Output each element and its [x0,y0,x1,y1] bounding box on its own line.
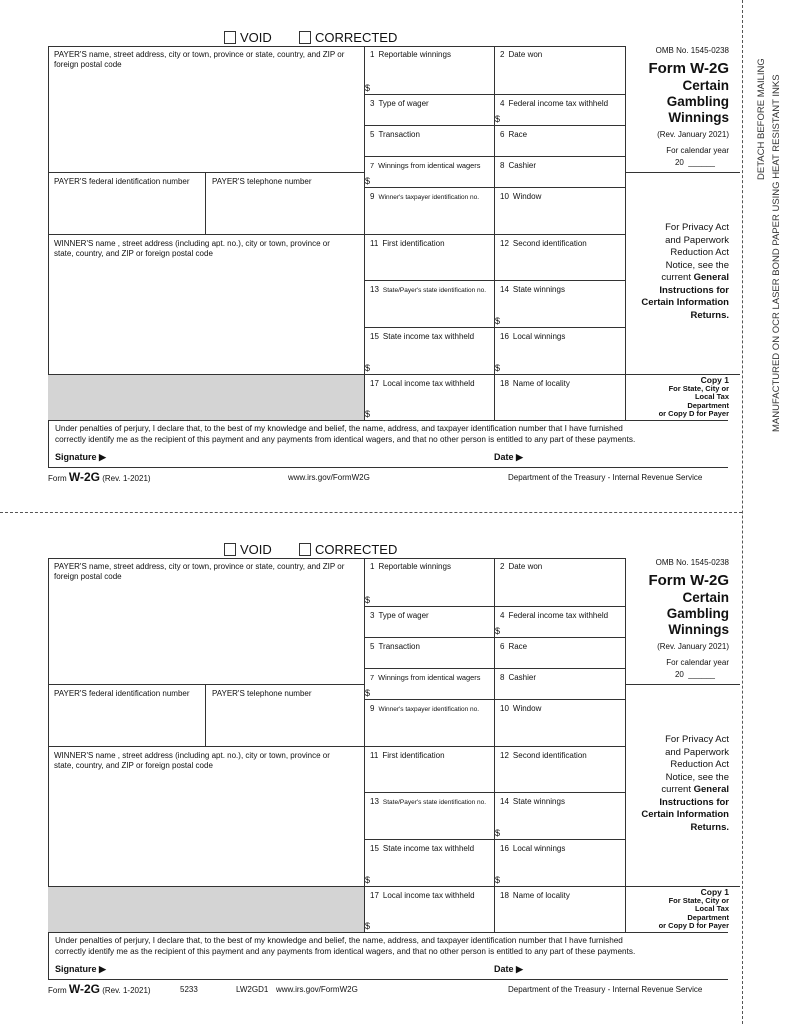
dollar-sign: $ [365,688,371,698]
signature-field[interactable]: Signature ▶ [55,452,106,462]
box-2-date-won[interactable]: 2 Date won [500,50,543,59]
dollar-sign: $ [495,316,501,326]
detach-notice: DETACH BEFORE MAILING [756,58,767,180]
copy-designation: Copy 1 For State, City or Local Tax Department or Copy D for Payer [658,375,729,418]
dollar-sign: $ [365,83,371,93]
payer-fein-field[interactable]: PAYER'S federal identification number [48,684,206,746]
form-subtitle: Certain Gambling Winnings [666,590,729,637]
revision-date: (Rev. January 2021) [657,130,729,139]
box-16-local-winnings[interactable]: 16 Local winnings $ [494,839,625,886]
winner-name-field[interactable]: WINNER'S name , street address (including apt. no.), city or town, province or state, country, and ZIP or foreign postal code [48,234,364,374]
payer-phone-field[interactable]: PAYER'S telephone number [206,172,364,234]
box-8-cashier[interactable]: 8 Cashier [494,668,625,699]
footer-form-name: Form W-2G (Rev. 1-2021) [48,982,151,996]
footer-url: www.irs.gov/FormW2G [288,473,370,482]
perjury-statement: Under penalties of perjury, I declare that, to the best of my knowledge and belief, the name, address, and taxpayer identification number that I have furnished correctly identify me as the recipient of this payment and any payments from identical wagers, and that no other person is entitled to any part of these payments. [55,936,636,956]
manufactured-notice: MANUFACTURED ON OCR LASER BOND PAPER USING HEAT RESISTANT INKS [771,74,782,432]
box-6-race[interactable]: 6 Race [494,125,625,156]
footer-department: Department of the Treasury - Internal Revenue Service [508,985,703,994]
box-4-federal-tax-withheld[interactable]: 4 Federal income tax withheld $ [494,606,625,637]
signature-field[interactable]: Signature ▶ [55,964,106,974]
footer-department: Department of the Treasury - Internal Revenue Service [508,473,703,482]
void-checkbox-group[interactable] [224,30,272,45]
form-title: Form W-2G [648,60,729,77]
form-title: Form W-2G [648,572,729,589]
box-14-state-winnings[interactable]: 14 State winnings $ [494,792,625,839]
box-17-local-tax-withheld[interactable]: 17 Local income tax withheld $ [364,886,494,932]
dollar-sign: $ [495,114,501,124]
box-5-transaction[interactable]: 5 Transaction [364,637,494,668]
payer-fein-field[interactable]: PAYER'S federal identification number [48,172,206,234]
box-18-locality-name[interactable]: 18 Name of locality [494,374,625,420]
payer-name-field[interactable]: PAYER'S name, street address, city or town, province or state, country, and ZIP or foreign postal code [54,50,345,69]
corrected-label: CORRECTED [315,30,398,45]
box-8-cashier[interactable]: 8 Cashier [494,156,625,187]
box-10-window[interactable]: 10 Window [494,187,625,234]
box-14-state-winnings[interactable]: 14 State winnings $ [494,280,625,327]
revision-date: (Rev. January 2021) [657,642,729,651]
box-12-second-id[interactable]: 12 Second identification [494,234,625,280]
void-checkbox-group[interactable] [224,542,272,557]
box-13-state-payer-id[interactable]: 13 State/Payer's state identification no. [364,792,494,839]
corrected-checkbox[interactable] [299,31,311,44]
dollar-sign: $ [365,875,371,885]
privacy-act-notice: For Privacy Act and Paperwork Reduction Act Notice, see the current General Instructions for Certain Information Returns. [641,222,729,321]
box-17-local-tax-withheld[interactable]: 17 Local income tax withheld $ [364,374,494,420]
void-label: VOID [240,542,272,557]
payer-name-field[interactable]: PAYER'S name, street address, city or town, province or state, country, and ZIP or foreign postal code [54,562,345,581]
dollar-sign: $ [365,595,371,605]
corrected-label: CORRECTED [315,542,398,557]
box-6-race[interactable]: 6 Race [494,637,625,668]
box-3-type-of-wager[interactable]: 3 Type of wager [364,94,494,125]
corrected-checkbox[interactable] [299,543,311,556]
footer-form-name: Form W-2G (Rev. 1-2021) [48,470,151,484]
perjury-statement: Under penalties of perjury, I declare that, to the best of my knowledge and belief, the name, address, and taxpayer identification number that I have furnished correctly identify me as the recipient of this payment and any payments from identical wagers, and that no other person is entitled to any part of these payments. [55,424,636,444]
copy-designation: Copy 1 For State, City or Local Tax Department or Copy D for Payer [658,887,729,930]
winner-name-field[interactable]: WINNER'S name , street address (including apt. no.), city or town, province or state, country, and ZIP or foreign postal code [48,746,364,886]
footer-url: www.irs.gov/FormW2G [276,985,358,994]
box-12-second-id[interactable]: 12 Second identification [494,746,625,792]
footer-catalog-number: 5233 [180,985,198,994]
form-subtitle: Certain Gambling Winnings [666,78,729,125]
box-1-reportable-winnings[interactable]: 1 Reportable winnings $ [365,562,451,605]
box-1-reportable-winnings[interactable]: 1 Reportable winnings $ [365,50,451,93]
dollar-sign: $ [365,409,371,419]
box-9-winner-tin[interactable]: 9 Winner's taxpayer identification no. [364,699,494,746]
box-4-federal-tax-withheld[interactable]: 4 Federal income tax withheld $ [494,94,625,125]
date-field[interactable]: Date ▶ [494,964,523,974]
calendar-year-field[interactable]: 20 ______ [674,670,715,679]
box-9-winner-tin[interactable]: 9 Winner's taxpayer identification no. [364,187,494,234]
dollar-sign: $ [365,363,371,373]
box-13-state-payer-id[interactable]: 13 State/Payer's state identification no. [364,280,494,327]
box-10-window[interactable]: 10 Window [494,699,625,746]
date-field[interactable]: Date ▶ [494,452,523,462]
box-18-locality-name[interactable]: 18 Name of locality [494,886,625,932]
calendar-year-label: For calendar year [666,658,729,667]
dollar-sign: $ [365,176,371,186]
corrected-checkbox-group[interactable] [299,542,397,557]
box-15-state-tax-withheld[interactable]: 15 State income tax withheld $ [364,839,494,886]
omb-number: OMB No. 1545-0238 [655,46,729,55]
footer-code: LW2GD1 [236,985,269,994]
box-7-identical-wagers[interactable]: 7 Winnings from identical wagers $ [364,156,494,187]
box-7-identical-wagers[interactable]: 7 Winnings from identical wagers $ [364,668,494,699]
payer-phone-field[interactable]: PAYER'S telephone number [206,684,364,746]
box-15-state-tax-withheld[interactable]: 15 State income tax withheld $ [364,327,494,374]
box-2-date-won[interactable]: 2 Date won [500,562,543,571]
dollar-sign: $ [365,921,371,931]
void-checkbox[interactable] [224,543,236,556]
box-11-first-id[interactable]: 11 First identification [364,746,494,792]
void-label: VOID [240,30,272,45]
dollar-sign: $ [495,828,501,838]
box-11-first-id[interactable]: 11 First identification [364,234,494,280]
w2g-form-copy-bottom [0,512,792,1024]
dollar-sign: $ [495,875,501,885]
box-16-local-winnings[interactable]: 16 Local winnings $ [494,327,625,374]
privacy-act-notice: For Privacy Act and Paperwork Reduction Act Notice, see the current General Instructions for Certain Information Returns. [641,734,729,833]
box-5-transaction[interactable]: 5 Transaction [364,125,494,156]
omb-number: OMB No. 1545-0238 [655,558,729,567]
box-3-type-of-wager[interactable]: 3 Type of wager [364,606,494,637]
dollar-sign: $ [495,626,501,636]
dollar-sign: $ [495,363,501,373]
calendar-year-field[interactable]: 20 ______ [674,158,715,167]
shaded-area [48,886,364,932]
calendar-year-label: For calendar year [666,146,729,155]
corrected-checkbox-group[interactable] [299,30,397,45]
shaded-area [48,374,364,420]
void-checkbox[interactable] [224,31,236,44]
